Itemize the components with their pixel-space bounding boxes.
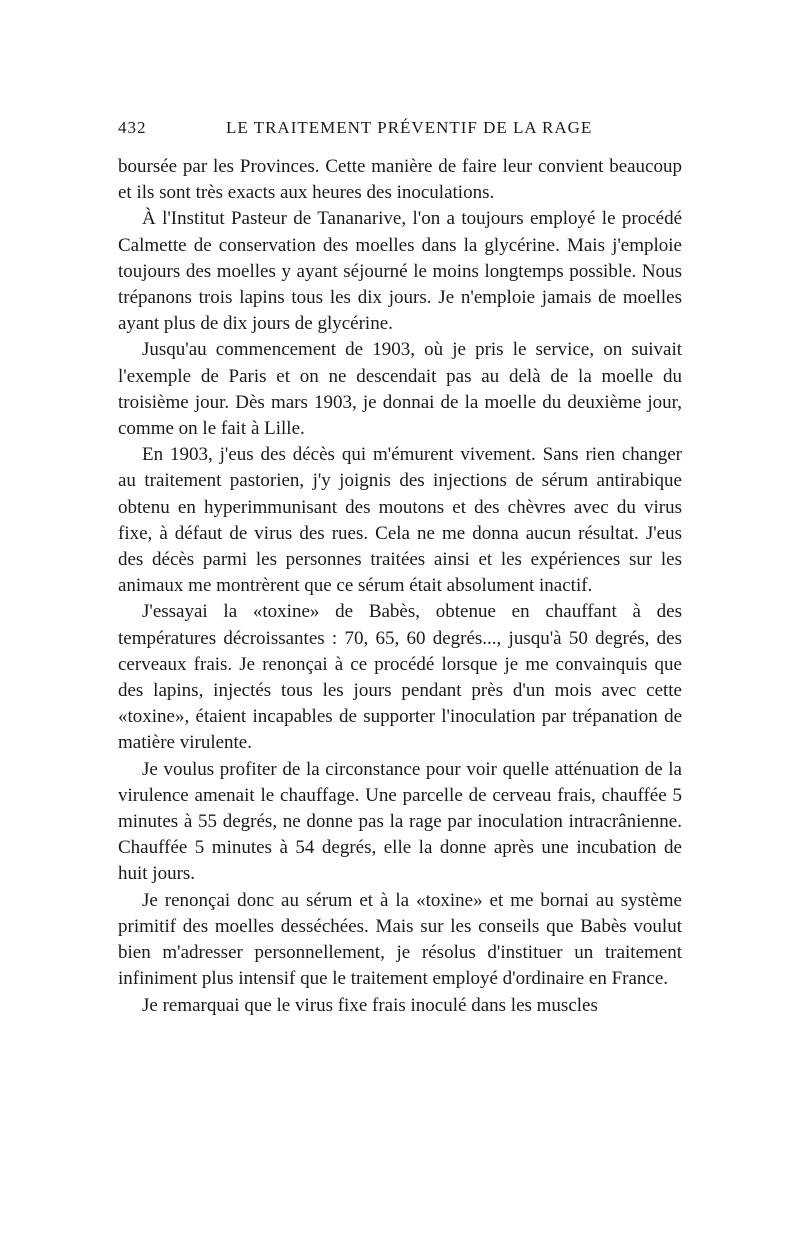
- paragraph: J'essayai la «toxine» de Babès, obtenue en chauffant à des températures décroissantes : 70, 65, 60 degrés..., jusqu'à 50 degrés, des cerveaux frais. Je renonçai à ce procédé lorsque je me convainquis que des lapins, injectés tous les jours pendant près d'un mois avec cette «toxine», étaient incapables de supporter l'inoculation par trépanation de matière virulente.: [118, 601, 682, 754]
- paragraph: Je remarquai que le virus fixe frais inoculé dans les muscles: [142, 994, 598, 1016]
- paragraph: En 1903, j'eus des décès qui m'émurent vivement. Sans rien changer au traitement pastorien, j'y joignis des injections de sérum antirabique obtenu en hyperimmunisant des moutons et des chèvres avec du virus fixe, à défaut de virus des rues. Cela ne me donna aucun résultat. J'eus des décès parmi les personnes traitées ainsi et les expériences sur les animaux me montrèrent que ce sérum était absolument inactif.: [118, 444, 682, 597]
- paragraph: Jusqu'au commencement de 1903, où je pris le service, on suivait l'exemple de Paris et on ne descendait pas au delà de la moelle du troisième jour. Dès mars 1903, je donnai de la moelle du deuxième jour, comme on le fait à Lille.: [118, 339, 682, 440]
- running-title: LE TRAITEMENT PRÉVENTIF DE LA RAGE: [226, 118, 593, 137]
- body-text: [118, 154, 682, 1019]
- paragraph: À l'Institut Pasteur de Tananarive, l'on a toujours employé le procédé Calmette de conservation des moelles dans la glycérine. Mais j'emploie toujours des moelles y ayant séjourné le moins longtemps possible. Nous trépanons trois lapins tous les dix jours. Je n'emploie jamais de moelles ayant plus de dix jours de glycérine.: [118, 208, 682, 335]
- paragraph-continuation: boursée par les Provinces. Cette manière de faire leur convient beaucoup et ils sont très exacts aux heures des inoculations.: [118, 156, 682, 204]
- paragraph: Je voulus profiter de la circonstance pour voir quelle atténuation de la virulence amenait le chauffage. Une parcelle de cerveau frais, chauffée 5 minutes à 55 degrés, ne donne pas la rage par inoculation intracrânienne. Chauffée 5 minutes à 54 degrés, elle la donne après une incubation de huit jours.: [118, 758, 682, 885]
- page-number: 432: [118, 118, 147, 137]
- book-page: [118, 118, 682, 1019]
- paragraph: Je renonçai donc au sérum et à la «toxine» et me bornai au système primitif des moelles desséchées. Mais sur les conseils que Babès voulut bien m'adresser personnellement, je résolus d'instituer un traitement infiniment plus intensif que le traitement employé d'ordinaire en France.: [118, 889, 682, 990]
- running-header: [118, 118, 682, 148]
